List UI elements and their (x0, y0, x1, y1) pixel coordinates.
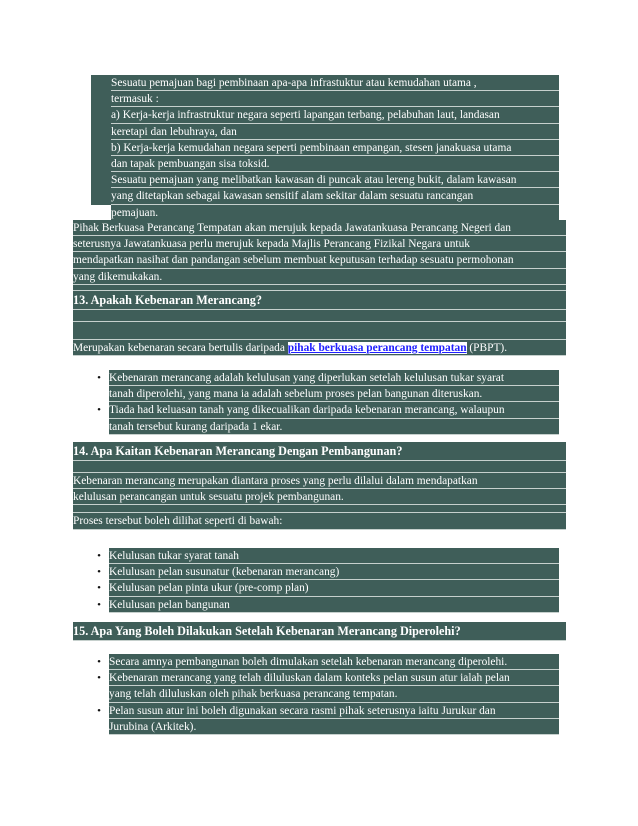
text-line: Pihak Berkuasa Perancang Tempatan akan merujuk kepada Jawatankuasa Perancang Negeri dan (73, 220, 566, 236)
section-15 (73, 622, 566, 641)
text-line: Kebenaran merancang adalah kelulusan yang diperlukan setelah kelulusan tukar syarat (109, 370, 559, 386)
text-line: Jurubina (Arkitek). (109, 719, 559, 735)
list-item-2 (71, 75, 559, 172)
bullet-list-14 (97, 548, 559, 613)
list-item (97, 703, 559, 735)
spacer (73, 505, 566, 513)
text-line: tanah diperolehi, yang mana ia adalah sebelum proses pelan bangunan diteruskan. (109, 386, 559, 402)
text-line: Kebenaran merancang yang telah diluluskan dalam konteks pelan susun atur ialah pelan (109, 670, 559, 686)
list-item (97, 580, 559, 596)
text-line: Tiada had keluasan tanah yang dikecualikan daripada kebenaran merancang, walaupun (109, 402, 559, 418)
text-line: yang telah diluluskan oleh pihak berkuasa perancang tempatan. (109, 686, 559, 702)
list-number: 2. (71, 77, 80, 89)
numbered-list (71, 75, 559, 221)
text-line: Kelulusan pelan bangunan (109, 597, 559, 613)
bullet-list-15 (97, 654, 559, 735)
bullet-icon: • (97, 566, 101, 579)
bullet-icon: • (97, 372, 101, 384)
bullet-icon: • (97, 656, 101, 668)
list-item (97, 654, 559, 670)
list-item (97, 370, 559, 402)
text-line: tanah tersebut kurang daripada 1 ekar. (109, 419, 559, 435)
heading-15: 15. Apa Yang Boleh Dilakukan Setelah Kebenaran Merancang Diperolehi? (73, 622, 566, 641)
text-line: Kelulusan pelan susunatur (kebenaran merancang) (109, 564, 559, 580)
paragraph-referral (73, 220, 566, 356)
list-item-3 (71, 172, 559, 221)
bullet-icon: • (97, 550, 101, 562)
spacer (73, 322, 566, 340)
bullet-icon: • (97, 598, 101, 611)
text-line: Kebenaran merancang merupakan diantara proses yang perlu dilalui dalam mendapatkan (73, 473, 566, 489)
text-line: yang dikemukakan. (73, 269, 566, 285)
text-line: Secara amnya pembangunan boleh dimulakan setelah kebenaran merancang diperolehi. (109, 654, 559, 670)
text-line: termasuk : (111, 91, 559, 107)
text-line: kelulusan perancangan untuk sesuatu projek pembangunan. (73, 489, 566, 505)
text-line: Kelulusan tukar syarat tanah (109, 548, 559, 564)
definition-suffix: (PBPT). (466, 341, 508, 354)
text-line: keretapi dan lebuhraya, dan (111, 124, 559, 140)
bullet-list-13 (97, 370, 559, 435)
definition-text: Merupakan kebenaran secara bertulis daripada (73, 341, 288, 354)
text-line: a) Kerja-kerja infrastruktur negara seperti lapangan terbang, pelabuhan laut, landasan (111, 107, 559, 123)
text-line: pemajuan. (111, 205, 559, 221)
text-line: dan tapak pembuangan sisa toksid. (111, 156, 559, 172)
heading-13: 13. Apakah Kebenaran Merancang? (73, 291, 566, 310)
list-number: 3. (71, 174, 80, 187)
list-item (97, 670, 559, 702)
text-line: Proses tersebut boleh dilihat seperti di bawah: (73, 513, 566, 529)
section-14 (73, 442, 566, 530)
bullet-icon: • (97, 404, 101, 417)
list-item (97, 548, 559, 564)
text-line: Kelulusan pelan pinta ukur (pre-comp plan) (109, 580, 559, 596)
bullet-icon: • (97, 672, 101, 685)
text-line: yang ditetapkan sebagai kawasan sensitif alam sekitar dalam sesuatu rancangan (111, 188, 559, 204)
bullet-icon: • (97, 582, 101, 595)
pbpt-link[interactable]: pihak berkuasa perancang tempatan (287, 341, 467, 354)
list-item (97, 597, 559, 613)
heading-14: 14. Apa Kaitan Kebenaran Merancang Dengan Pembangunan? (73, 442, 566, 461)
spacer (73, 310, 566, 322)
spacer (73, 461, 566, 473)
text-line: mendapatkan nasihat dan pandangan sebelum membuat keputusan terhadap sesuatu permohonan (73, 252, 566, 268)
text-line: Sesuatu pemajuan bagi pembinaan apa-apa infrastuktur atau kemudahan utama , (111, 75, 559, 91)
bullet-icon: • (97, 704, 101, 717)
definition-line (73, 340, 566, 356)
text-line: Sesuatu pemajuan yang melibatkan kawasan di puncak atau lereng bukit, dalam kawasan (111, 172, 559, 188)
list-item (97, 564, 559, 580)
list-item (97, 402, 559, 434)
text-line: seterusnya Jawatankuasa perlu merujuk kepada Majlis Perancang Fizikal Negara untuk (73, 236, 566, 252)
text-line: b) Kerja-kerja kemudahan negara seperti pembinaan empangan, stesen janakuasa utama (111, 140, 559, 156)
text-line: Pelan susun atur ini boleh digunakan secara rasmi pihak seterusnya iaitu Jurukur dan (109, 703, 559, 719)
